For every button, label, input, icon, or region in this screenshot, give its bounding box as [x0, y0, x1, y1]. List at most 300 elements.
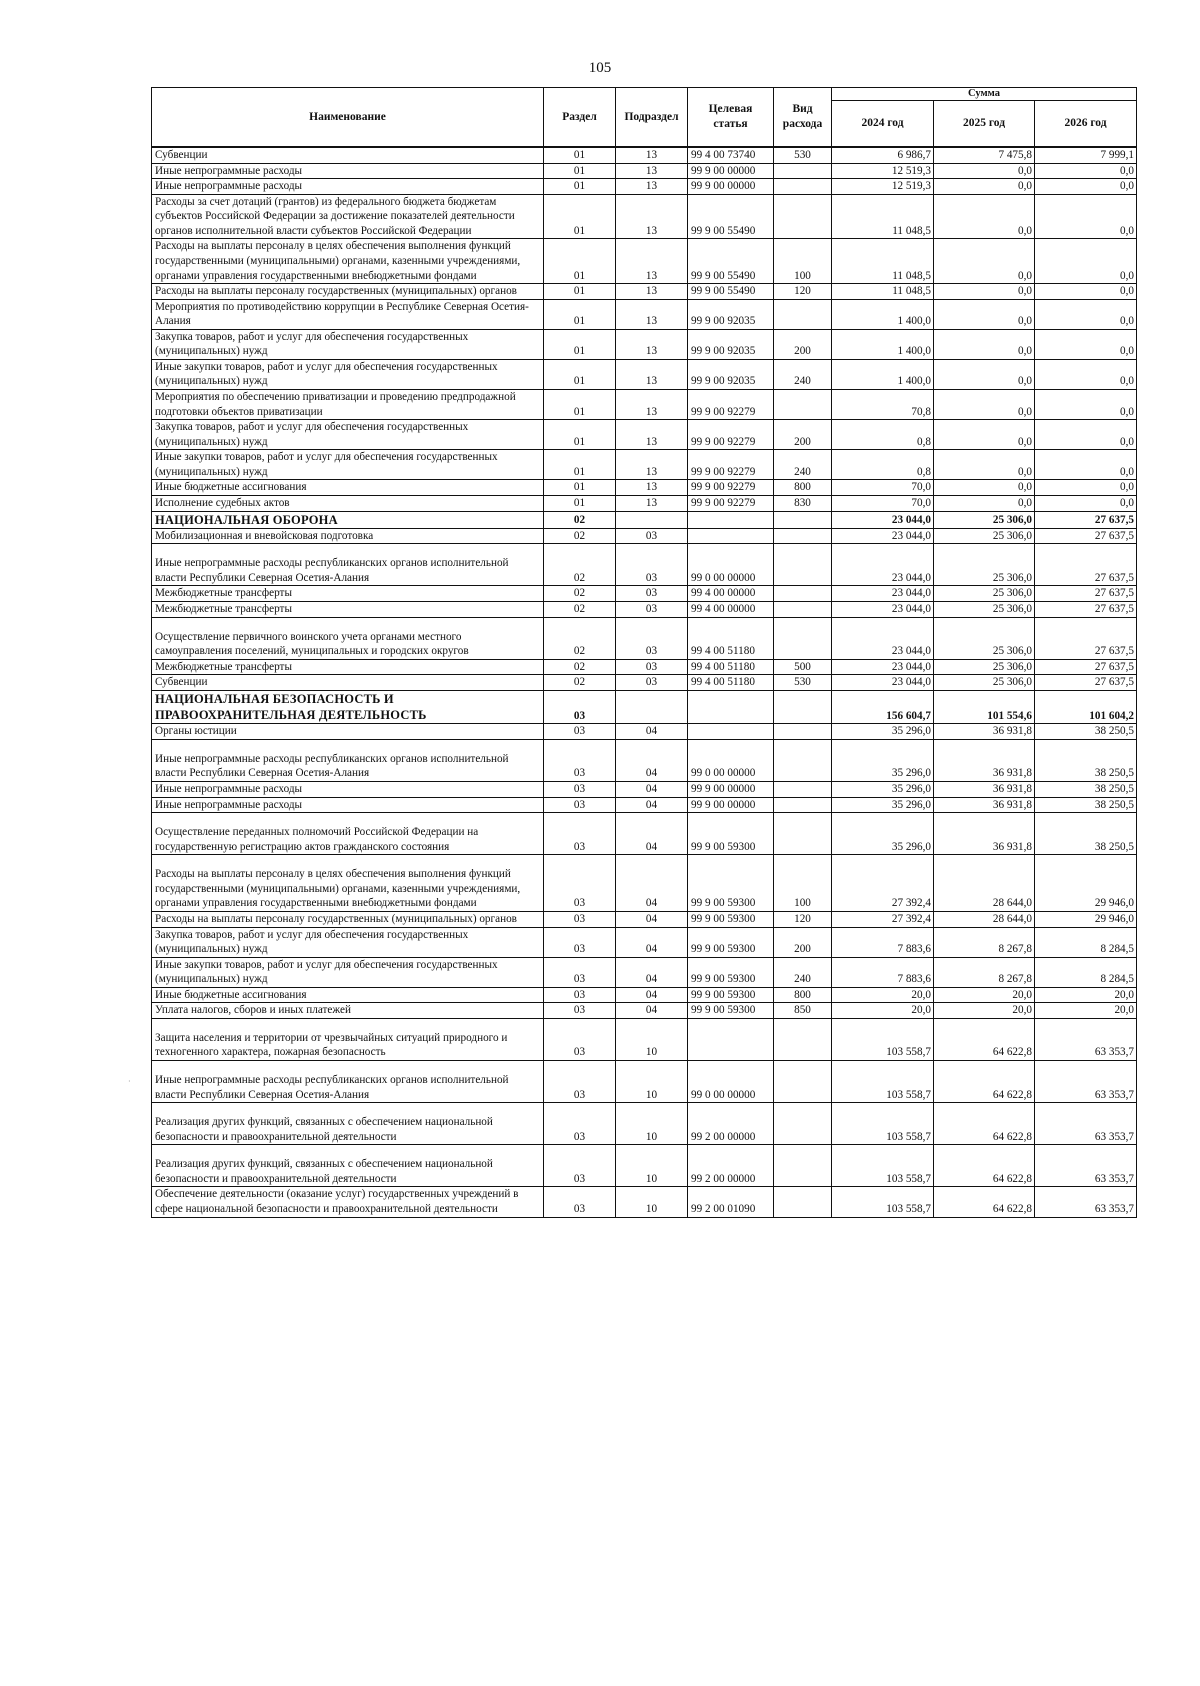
row-sum-2025: 36 931,8 [934, 782, 1035, 798]
row-article: 99 9 00 00000 [688, 163, 774, 179]
row-sum-2024: 23 044,0 [832, 602, 934, 618]
row-article: 99 0 00 00000 [688, 739, 774, 781]
row-section: 03 [544, 690, 616, 724]
row-article: 99 9 00 59300 [688, 987, 774, 1003]
table-row [152, 163, 1137, 179]
row-name: Исполнение судебных актов [152, 495, 544, 511]
row-sum-2025: 25 306,0 [934, 617, 1035, 659]
row-sum-2024: 7 883,6 [832, 927, 934, 957]
row-article [688, 511, 774, 528]
row-article: 99 4 00 51180 [688, 675, 774, 691]
row-sum-2025: 64 622,8 [934, 1018, 1035, 1060]
row-section: 01 [544, 179, 616, 195]
row-subsection: 04 [616, 855, 688, 912]
row-subsection: 04 [616, 987, 688, 1003]
row-expense-type: 530 [774, 147, 832, 163]
row-expense-type: 830 [774, 495, 832, 511]
row-sum-2025: 0,0 [934, 239, 1035, 284]
row-expense-type [774, 390, 832, 420]
row-expense-type [774, 602, 832, 618]
row-name: Органы юстиции [152, 724, 544, 740]
row-subsection: 03 [616, 675, 688, 691]
row-sum-2025: 36 931,8 [934, 724, 1035, 740]
table-row [152, 284, 1137, 300]
row-section: 02 [544, 528, 616, 544]
row-article [688, 724, 774, 740]
row-name: Иные непрограммные расходы [152, 797, 544, 813]
row-section: 03 [544, 739, 616, 781]
row-sum-2026: 0,0 [1035, 194, 1137, 239]
row-name: НАЦИОНАЛЬНАЯ ОБОРОНА [152, 511, 544, 528]
row-subsection: 13 [616, 147, 688, 163]
row-expense-type [774, 194, 832, 239]
row-sum-2024: 23 044,0 [832, 544, 934, 586]
row-sum-2026: 27 637,5 [1035, 659, 1137, 675]
row-section: 01 [544, 359, 616, 389]
row-article: 99 9 00 92035 [688, 329, 774, 359]
row-expense-type: 200 [774, 329, 832, 359]
row-article: 99 9 00 92035 [688, 359, 774, 389]
row-expense-type [774, 739, 832, 781]
table-row [152, 782, 1137, 798]
row-sum-2025: 64 622,8 [934, 1103, 1035, 1145]
row-section: 02 [544, 602, 616, 618]
row-expense-type: 500 [774, 659, 832, 675]
row-sum-2026: 101 604,2 [1035, 690, 1137, 724]
table-row [152, 544, 1137, 586]
row-sum-2024: 0,8 [832, 420, 934, 450]
row-expense-type [774, 1061, 832, 1103]
row-sum-2025: 0,0 [934, 299, 1035, 329]
row-sum-2026: 0,0 [1035, 329, 1137, 359]
col-2026-header: 2026 год [1035, 101, 1137, 148]
row-article: 99 9 00 59300 [688, 1003, 774, 1019]
table-body [152, 147, 1137, 1217]
row-sum-2025: 0,0 [934, 359, 1035, 389]
table-row [152, 1145, 1137, 1187]
row-name: Осуществление первичного воинского учета органами местного самоуправления поселений, муниципальных и городских округов [152, 617, 544, 659]
row-sum-2025: 64 622,8 [934, 1061, 1035, 1103]
row-article: 99 4 00 51180 [688, 617, 774, 659]
row-expense-type [774, 1018, 832, 1060]
row-article: 99 9 00 92279 [688, 420, 774, 450]
row-sum-2024: 35 296,0 [832, 813, 934, 855]
row-sum-2026: 38 250,5 [1035, 724, 1137, 740]
row-section: 01 [544, 299, 616, 329]
row-article [688, 528, 774, 544]
row-subsection: 04 [616, 813, 688, 855]
row-name: Реализация других функций, связанных с обеспечением национальной безопасности и правоохранительной деятельности [152, 1145, 544, 1187]
row-sum-2026: 63 353,7 [1035, 1103, 1137, 1145]
row-sum-2026: 27 637,5 [1035, 675, 1137, 691]
row-sum-2025: 64 622,8 [934, 1187, 1035, 1217]
row-sum-2026: 27 637,5 [1035, 544, 1137, 586]
row-subsection: 03 [616, 659, 688, 675]
row-section: 03 [544, 1187, 616, 1217]
row-expense-type: 530 [774, 675, 832, 691]
row-section: 02 [544, 675, 616, 691]
row-subsection: 10 [616, 1103, 688, 1145]
row-name: Иные непрограммные расходы [152, 782, 544, 798]
row-sum-2026: 63 353,7 [1035, 1145, 1137, 1187]
row-sum-2025: 25 306,0 [934, 675, 1035, 691]
row-name: Расходы за счет дотаций (грантов) из федерального бюджета бюджетам субъектов Российской Федерации за достижение показателей деятельности органов исполнительной власти субъектов Российской Федерации [152, 194, 544, 239]
row-sum-2026: 7 999,1 [1035, 147, 1137, 163]
row-sum-2024: 35 296,0 [832, 797, 934, 813]
row-subsection: 03 [616, 602, 688, 618]
row-sum-2024: 20,0 [832, 987, 934, 1003]
row-expense-type: 240 [774, 359, 832, 389]
row-name: Иные бюджетные ассигнования [152, 987, 544, 1003]
row-article: 99 4 00 51180 [688, 659, 774, 675]
row-subsection: 04 [616, 927, 688, 957]
row-name: НАЦИОНАЛЬНАЯ БЕЗОПАСНОСТЬ И ПРАВООХРАНИТЕЛЬНАЯ ДЕЯТЕЛЬНОСТЬ [152, 690, 544, 724]
row-sum-2024: 23 044,0 [832, 675, 934, 691]
row-section: 03 [544, 782, 616, 798]
row-name: Расходы на выплаты персоналу в целях обеспечения выполнения функций государственными (муниципальными) органами, казенными учреждениями, органами управления государственными внебюджетными фондами [152, 855, 544, 912]
row-sum-2026: 0,0 [1035, 359, 1137, 389]
row-sum-2026: 0,0 [1035, 480, 1137, 496]
row-sum-2024: 1 400,0 [832, 359, 934, 389]
row-sum-2026: 29 946,0 [1035, 855, 1137, 912]
row-article: 99 9 00 92279 [688, 390, 774, 420]
table-row [152, 1187, 1137, 1217]
row-name: Иные бюджетные ассигнования [152, 480, 544, 496]
row-name: Защита населения и территории от чрезвычайных ситуаций природного и техногенного характера, пожарная безопасность [152, 1018, 544, 1060]
row-section: 01 [544, 480, 616, 496]
row-subsection: 13 [616, 329, 688, 359]
row-article: 99 9 00 59300 [688, 911, 774, 927]
row-sum-2026: 29 946,0 [1035, 911, 1137, 927]
row-sum-2024: 103 558,7 [832, 1103, 934, 1145]
row-article: 99 0 00 00000 [688, 544, 774, 586]
row-article: 99 9 00 00000 [688, 782, 774, 798]
row-sum-2025: 0,0 [934, 284, 1035, 300]
row-article: 99 0 00 00000 [688, 1061, 774, 1103]
row-expense-type [774, 724, 832, 740]
row-sum-2024: 6 986,7 [832, 147, 934, 163]
row-section: 02 [544, 617, 616, 659]
row-sum-2024: 103 558,7 [832, 1018, 934, 1060]
row-section: 03 [544, 1145, 616, 1187]
row-sum-2025: 36 931,8 [934, 813, 1035, 855]
row-article: 99 2 00 00000 [688, 1145, 774, 1187]
row-sum-2026: 27 637,5 [1035, 617, 1137, 659]
row-expense-type [774, 511, 832, 528]
row-section: 03 [544, 911, 616, 927]
row-subsection [616, 511, 688, 528]
row-article: 99 9 00 92279 [688, 495, 774, 511]
table-row [152, 329, 1137, 359]
row-sum-2024: 35 296,0 [832, 782, 934, 798]
row-section: 03 [544, 1103, 616, 1145]
row-section: 01 [544, 147, 616, 163]
row-article [688, 690, 774, 724]
table-row [152, 855, 1137, 912]
table-row [152, 911, 1137, 927]
row-name: Иные непрограммные расходы республиканских органов исполнительной власти Республики Северная Осетия-Алания [152, 1061, 544, 1103]
row-expense-type [774, 617, 832, 659]
table-row [152, 675, 1137, 691]
row-subsection: 13 [616, 495, 688, 511]
row-sum-2026: 27 637,5 [1035, 602, 1137, 618]
row-sum-2025: 25 306,0 [934, 586, 1035, 602]
row-subsection: 04 [616, 957, 688, 987]
row-name: Иные закупки товаров, работ и услуг для обеспечения государственных (муниципальных) нужд [152, 450, 544, 480]
row-subsection: 03 [616, 544, 688, 586]
row-expense-type: 240 [774, 957, 832, 987]
row-sum-2025: 36 931,8 [934, 797, 1035, 813]
row-sum-2025: 8 267,8 [934, 927, 1035, 957]
row-article: 99 9 00 00000 [688, 797, 774, 813]
row-subsection: 10 [616, 1187, 688, 1217]
row-article: 99 9 00 55490 [688, 239, 774, 284]
row-sum-2026: 38 250,5 [1035, 782, 1137, 798]
table-row [152, 690, 1137, 724]
row-expense-type [774, 586, 832, 602]
row-sum-2024: 103 558,7 [832, 1187, 934, 1217]
row-sum-2024: 12 519,3 [832, 179, 934, 195]
table-row [152, 194, 1137, 239]
row-expense-type: 200 [774, 927, 832, 957]
row-sum-2026: 63 353,7 [1035, 1061, 1137, 1103]
row-subsection: 04 [616, 782, 688, 798]
table-row [152, 359, 1137, 389]
table-row [152, 724, 1137, 740]
row-sum-2025: 0,0 [934, 390, 1035, 420]
row-expense-type [774, 1145, 832, 1187]
row-expense-type: 100 [774, 239, 832, 284]
row-sum-2025: 28 644,0 [934, 911, 1035, 927]
col-2025-header: 2025 год [934, 101, 1035, 148]
row-section: 01 [544, 495, 616, 511]
row-sum-2024: 23 044,0 [832, 511, 934, 528]
row-expense-type [774, 163, 832, 179]
row-section: 03 [544, 813, 616, 855]
row-sum-2024: 11 048,5 [832, 239, 934, 284]
row-sum-2024: 103 558,7 [832, 1145, 934, 1187]
table-row [152, 586, 1137, 602]
row-sum-2025: 20,0 [934, 1003, 1035, 1019]
row-article: 99 9 00 55490 [688, 194, 774, 239]
row-expense-type [774, 528, 832, 544]
row-sum-2025: 0,0 [934, 163, 1035, 179]
row-sum-2025: 25 306,0 [934, 544, 1035, 586]
row-sum-2026: 0,0 [1035, 390, 1137, 420]
row-sum-2024: 35 296,0 [832, 724, 934, 740]
row-name: Расходы на выплаты персоналу государственных (муниципальных) органов [152, 911, 544, 927]
row-section: 01 [544, 329, 616, 359]
row-name: Мобилизационная и вневойсковая подготовка [152, 528, 544, 544]
row-sum-2026: 0,0 [1035, 299, 1137, 329]
table-row [152, 511, 1137, 528]
table-row [152, 390, 1137, 420]
row-sum-2026: 27 637,5 [1035, 586, 1137, 602]
row-sum-2026: 0,0 [1035, 163, 1137, 179]
row-section: 01 [544, 450, 616, 480]
row-sum-2026: 20,0 [1035, 987, 1137, 1003]
row-expense-type [774, 1187, 832, 1217]
row-sum-2024: 27 392,4 [832, 855, 934, 912]
row-sum-2025: 25 306,0 [934, 602, 1035, 618]
row-expense-type [774, 797, 832, 813]
row-subsection: 13 [616, 359, 688, 389]
row-section: 02 [544, 511, 616, 528]
row-sum-2025: 0,0 [934, 420, 1035, 450]
row-sum-2026: 27 637,5 [1035, 511, 1137, 528]
row-expense-type: 850 [774, 1003, 832, 1019]
col-sum-header: Сумма [832, 88, 1137, 101]
row-name: Обеспечение деятельности (оказание услуг) государственных учреждений в сфере национальной безопасности и правоохранительной деятельности [152, 1187, 544, 1217]
row-article: 99 9 00 55490 [688, 284, 774, 300]
col-section-header: Раздел [544, 88, 616, 148]
row-subsection: 13 [616, 239, 688, 284]
row-subsection: 10 [616, 1145, 688, 1187]
row-sum-2024: 27 392,4 [832, 911, 934, 927]
row-sum-2024: 1 400,0 [832, 299, 934, 329]
table-row [152, 813, 1137, 855]
row-name: Иные непрограммные расходы [152, 163, 544, 179]
row-expense-type [774, 782, 832, 798]
row-subsection: 13 [616, 163, 688, 179]
row-name: Субвенции [152, 147, 544, 163]
table-row [152, 528, 1137, 544]
row-sum-2024: 156 604,7 [832, 690, 934, 724]
row-name: Закупка товаров, работ и услуг для обеспечения государственных (муниципальных) нужд [152, 329, 544, 359]
table-row [152, 480, 1137, 496]
table-row [152, 147, 1137, 163]
table-row [152, 617, 1137, 659]
row-name: Иные закупки товаров, работ и услуг для обеспечения государственных (муниципальных) нужд [152, 359, 544, 389]
row-expense-type: 120 [774, 911, 832, 927]
table-row [152, 1003, 1137, 1019]
row-sum-2024: 23 044,0 [832, 617, 934, 659]
row-article: 99 9 00 59300 [688, 813, 774, 855]
row-subsection: 13 [616, 194, 688, 239]
row-article: 99 4 00 00000 [688, 602, 774, 618]
row-sum-2026: 8 284,5 [1035, 927, 1137, 957]
row-section: 03 [544, 855, 616, 912]
row-name: Реализация других функций, связанных с обеспечением национальной безопасности и правоохранительной деятельности [152, 1103, 544, 1145]
row-name: Межбюджетные трансферты [152, 602, 544, 618]
row-sum-2026: 27 637,5 [1035, 528, 1137, 544]
row-sum-2024: 0,8 [832, 450, 934, 480]
page-number: 105 [588, 60, 612, 76]
row-article: 99 9 00 59300 [688, 855, 774, 912]
row-subsection: 03 [616, 586, 688, 602]
table-row [152, 420, 1137, 450]
row-sum-2025: 0,0 [934, 480, 1035, 496]
row-sum-2024: 23 044,0 [832, 659, 934, 675]
row-sum-2024: 11 048,5 [832, 194, 934, 239]
col-subsection-header: Подраздел [616, 88, 688, 148]
row-sum-2024: 1 400,0 [832, 329, 934, 359]
scan-mark: · [128, 1077, 131, 1086]
row-subsection: 04 [616, 724, 688, 740]
col-type-header: Вид расхода [774, 88, 832, 148]
row-sum-2025: 28 644,0 [934, 855, 1035, 912]
row-sum-2024: 70,8 [832, 390, 934, 420]
table-row [152, 450, 1137, 480]
row-article: 99 4 00 00000 [688, 586, 774, 602]
row-expense-type: 240 [774, 450, 832, 480]
col-name-header: Наименование [152, 88, 544, 148]
table-row [152, 987, 1137, 1003]
row-section: 02 [544, 586, 616, 602]
row-sum-2025: 8 267,8 [934, 957, 1035, 987]
row-expense-type [774, 1103, 832, 1145]
row-name: Мероприятия по противодействию коррупции в Республике Северная Осетия-Алания [152, 299, 544, 329]
row-name: Иные непрограммные расходы республиканских органов исполнительной власти Республики Северная Осетия-Алания [152, 544, 544, 586]
row-sum-2026: 0,0 [1035, 239, 1137, 284]
row-section: 03 [544, 1018, 616, 1060]
row-sum-2025: 64 622,8 [934, 1145, 1035, 1187]
row-section: 03 [544, 957, 616, 987]
row-subsection: 10 [616, 1061, 688, 1103]
row-subsection: 04 [616, 739, 688, 781]
row-article [688, 1018, 774, 1060]
row-sum-2024: 11 048,5 [832, 284, 934, 300]
row-sum-2024: 20,0 [832, 1003, 934, 1019]
row-sum-2026: 0,0 [1035, 284, 1137, 300]
row-subsection: 04 [616, 911, 688, 927]
row-sum-2024: 7 883,6 [832, 957, 934, 987]
row-expense-type [774, 179, 832, 195]
row-sum-2024: 35 296,0 [832, 739, 934, 781]
row-sum-2025: 7 475,8 [934, 147, 1035, 163]
row-sum-2025: 25 306,0 [934, 659, 1035, 675]
row-sum-2026: 63 353,7 [1035, 1018, 1137, 1060]
row-name: Расходы на выплаты персоналу в целях обеспечения выполнения функций государственными (муниципальными) органами, казенными учреждениями, органами управления государственными внебюджетными фондами [152, 239, 544, 284]
row-expense-type: 100 [774, 855, 832, 912]
row-subsection: 03 [616, 528, 688, 544]
row-name: Мероприятия по обеспечению приватизации и проведению предпродажной подготовки объектов приватизации [152, 390, 544, 420]
table-row [152, 659, 1137, 675]
row-section: 02 [544, 544, 616, 586]
row-subsection [616, 690, 688, 724]
row-expense-type [774, 690, 832, 724]
row-subsection: 13 [616, 299, 688, 329]
row-name: Иные непрограммные расходы [152, 179, 544, 195]
row-article: 99 9 00 59300 [688, 957, 774, 987]
row-section: 01 [544, 390, 616, 420]
row-subsection: 03 [616, 617, 688, 659]
row-name: Субвенции [152, 675, 544, 691]
row-article: 99 2 00 00000 [688, 1103, 774, 1145]
row-sum-2026: 0,0 [1035, 420, 1137, 450]
row-sum-2025: 0,0 [934, 194, 1035, 239]
row-section: 01 [544, 163, 616, 179]
row-sum-2026: 38 250,5 [1035, 813, 1137, 855]
row-section: 01 [544, 284, 616, 300]
row-subsection: 13 [616, 179, 688, 195]
row-sum-2025: 25 306,0 [934, 511, 1035, 528]
col-article-header: Целевая статья [688, 88, 774, 148]
row-sum-2024: 70,0 [832, 480, 934, 496]
row-section: 01 [544, 239, 616, 284]
row-sum-2025: 25 306,0 [934, 528, 1035, 544]
budget-table [151, 87, 1137, 1218]
row-section: 03 [544, 927, 616, 957]
row-sum-2026: 38 250,5 [1035, 739, 1137, 781]
row-subsection: 13 [616, 450, 688, 480]
row-expense-type: 800 [774, 987, 832, 1003]
table-row [152, 1103, 1137, 1145]
row-name: Уплата налогов, сборов и иных платежей [152, 1003, 544, 1019]
row-sum-2026: 0,0 [1035, 179, 1137, 195]
row-subsection: 10 [616, 1018, 688, 1060]
row-sum-2025: 0,0 [934, 450, 1035, 480]
